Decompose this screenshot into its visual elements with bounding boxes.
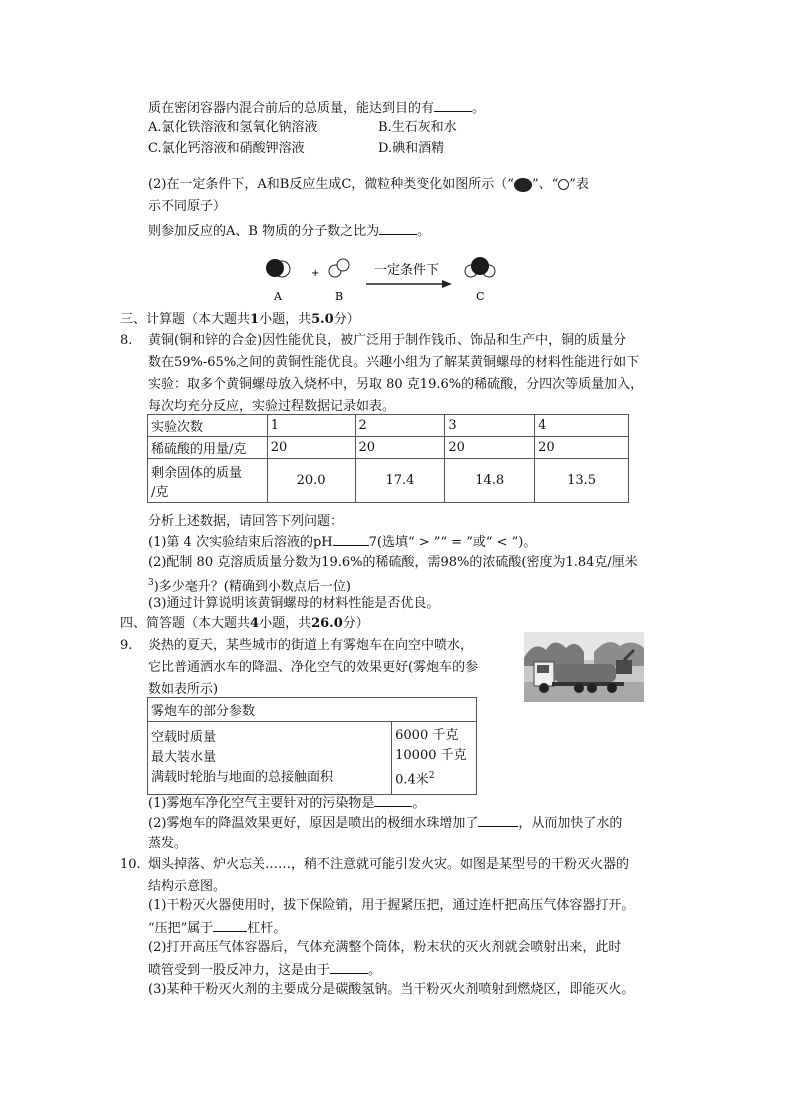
open-atom-icon xyxy=(558,179,569,190)
table-cell: 20.0 xyxy=(267,459,355,503)
table-cell: 20 xyxy=(535,437,629,459)
s3-heading-pre: 三、计算题（本大题共 xyxy=(120,312,251,327)
param-value xyxy=(395,766,473,790)
q10-part2-text-a: 喷管受到一股反冲力，这是由于 xyxy=(148,963,331,978)
q9-cooling-blank[interactable] xyxy=(478,812,518,827)
q8-number: 8. xyxy=(120,333,133,348)
q8-part2-sup: 3 xyxy=(148,578,154,588)
q10-number: 10. xyxy=(120,857,141,872)
q7-part2-line1 xyxy=(148,175,589,195)
section-3-heading xyxy=(120,310,360,330)
param-label: 满载时轮胎与地面的总接触面积 xyxy=(151,770,334,786)
q10-part2-text-b: 。 xyxy=(368,963,382,978)
table-cell: 20 xyxy=(267,437,355,459)
q8-part3: (3)通过计算说明该黄铜螺母的材料性能是否优良。 xyxy=(148,596,440,611)
table-row xyxy=(148,437,629,459)
q8-part2-line1 xyxy=(148,553,638,573)
q7-part2-text-c: ”表 xyxy=(569,177,589,192)
param-value: 6000 千克 xyxy=(395,728,459,743)
q7-ratio-blank[interactable] xyxy=(379,220,417,235)
q7-intro-text: 质在密闭容器内混合前后的总质量，能达到目的有 xyxy=(148,101,435,116)
table-cell: 20 xyxy=(445,437,535,459)
table-row xyxy=(148,722,477,795)
s3-heading-post: 分） xyxy=(333,312,360,327)
s3-heading-mid: 小题，共 xyxy=(259,312,312,327)
q10-line2: 结构示意图。 xyxy=(148,879,227,894)
q7-option-c: C.氯化钙溶液和硝酸钾溶液 xyxy=(148,141,305,156)
molecule-c xyxy=(465,257,495,277)
q10-lever-blank[interactable] xyxy=(213,917,247,932)
table-cell: 2 xyxy=(355,415,445,437)
param-label: 空载时质量 xyxy=(151,730,217,746)
q9-part1-end: 。 xyxy=(412,796,426,811)
s4-heading-mid: 小题，共 xyxy=(259,616,312,631)
q9-pollutant-blank[interactable] xyxy=(374,792,412,807)
q7-option-d: D.碘和酒精 xyxy=(378,141,445,156)
s4-heading-post: 分） xyxy=(342,616,369,631)
q10-part1-text-b: 杠杆。 xyxy=(247,921,287,936)
table-cell: 14.8 xyxy=(445,459,535,503)
table-cell: 20 xyxy=(355,437,445,459)
q9-part2-text-b: ，从而加快了水的 xyxy=(518,816,623,831)
table-cell xyxy=(148,459,268,503)
q10-line1: 烟头掉落、炉火忘关……，稍不注意就可能引发火灾。如图是某型号的干粉灭火器的 xyxy=(148,857,630,872)
condition-label: 一定条件下 xyxy=(374,263,440,278)
q7-intro-line xyxy=(148,97,485,119)
area-sup: 2 xyxy=(428,771,435,781)
table-cell: 实验次数 xyxy=(148,415,268,437)
q10-part3: (3)某种干粉灭火剂的主要成分是碳酸氢钠。当干粉灭火剂喷射到燃烧区，即能灭火。 xyxy=(148,982,635,997)
param-label: 最大装水量 xyxy=(151,750,217,766)
q8-part1-text-b: 7(选填“ > ”“ = ”或“ < ”)。 xyxy=(368,535,537,550)
row3-label-line2: /克 xyxy=(151,484,169,500)
q10-part2-line1: (2)打开高压气体容器后，气体充满整个筒体，粉末状的灭火剂就会喷射出来，此时 xyxy=(148,940,622,955)
q10-part1-text-a: “压把”属于 xyxy=(148,921,214,936)
q8-data-table xyxy=(147,414,629,503)
q9-number: 9. xyxy=(120,638,133,653)
s4-heading-pre: 四、简答题（本大题共 xyxy=(120,616,251,631)
plus-sign: + xyxy=(311,268,320,279)
q9-part2-text-a: (2)雾炮车的降温效果更好，原因是喷出的极细水珠增加了 xyxy=(148,816,479,831)
filled-atom-icon xyxy=(514,178,532,192)
q9-part1 xyxy=(148,792,425,814)
q8-line2: 数在59%-65%之间的黄铜性能优良。兴趣小组为了解某黄铜螺母的材料性能进行如下 xyxy=(148,355,640,370)
table-cell xyxy=(148,722,392,795)
table-cell: 13.5 xyxy=(535,459,629,503)
q10-recoil-blank[interactable] xyxy=(330,959,368,974)
q9-line2: 它比普通洒水车的降温、净化空气的效果更好(雾炮车的参 xyxy=(148,660,479,675)
table-cell: 1 xyxy=(267,415,355,437)
table-title-cell: 雾炮车的部分参数 xyxy=(148,698,477,722)
row3-label-line1: 剩余固体的质量 xyxy=(151,465,243,481)
q7-part2-line3-end: 。 xyxy=(417,224,431,239)
q9-part2 xyxy=(148,812,622,834)
fog-cannon-truck-image xyxy=(524,632,644,702)
table-row xyxy=(148,459,629,503)
molecule-b xyxy=(329,259,349,277)
q8-part2-line2-text: )多少毫升？(精确到小数点后一位) xyxy=(153,579,351,595)
table-cell xyxy=(392,722,477,795)
q8-ask: 分析上述数据，请回答下列问题： xyxy=(148,514,344,529)
q7-answer-blank[interactable] xyxy=(434,97,472,112)
q7-option-a: A.氯化铁溶液和氢氧化钠溶液 xyxy=(148,120,318,135)
q7-intro-end: 。 xyxy=(472,101,486,116)
q9-line3: 数如表所示) xyxy=(148,682,219,697)
q9-params-table xyxy=(147,697,477,795)
table-row xyxy=(148,698,477,722)
s3-heading-score: 5.0 xyxy=(311,312,334,327)
reaction-diagram xyxy=(262,252,512,304)
q7-part2-text-b: ”、“ xyxy=(531,177,559,192)
q8-part1 xyxy=(148,531,536,553)
q8-part2-text: (2)配制 80 克溶质质量分数为19.6%的稀硫酸，需98%的浓硫酸(密度为1.84克/厘米 xyxy=(148,555,638,570)
reaction-arrow-icon xyxy=(366,280,452,288)
q10-part1-line1: (1)干粉灭火器使用时，拔下保险销，用于握紧压把，通过连杆把高压气体容器打开。 xyxy=(148,898,635,913)
q9-line1: 炎热的夏天，某些城市的街道上有雾炮车在向空中喷水， xyxy=(148,638,474,653)
label-b: B xyxy=(335,290,344,303)
q10-part1-line2 xyxy=(148,917,286,939)
s3-heading-count: 1 xyxy=(250,312,260,327)
s4-heading-score: 26.0 xyxy=(311,616,343,631)
q9-part1-text: (1)雾炮车净化空气主要针对的污染物是 xyxy=(148,796,375,811)
q8-part1-text-a: (1)第 4 次实验结束后溶液的pH xyxy=(148,535,333,550)
area-value: 0.4米 xyxy=(395,772,429,788)
q7-part2-text-a: (2)在一定条件下，A和B反应生成C，微粒种类变化如图所示（“ xyxy=(148,177,514,192)
section-4-heading xyxy=(120,614,369,634)
table-cell: 稀硫酸的用量/克 xyxy=(148,437,268,459)
table-cell: 3 xyxy=(445,415,535,437)
table-cell: 17.4 xyxy=(355,459,445,503)
label-a: A xyxy=(274,290,282,303)
s4-heading-count: 4 xyxy=(250,616,260,631)
q10-part2-line2 xyxy=(148,959,381,981)
table-cell: 4 xyxy=(535,415,629,437)
q7-part2-line3-text: 则参加反应的A、B 物质的分子数之比为 xyxy=(148,224,380,239)
q7-part2-line2: 示不同原子） xyxy=(148,199,227,214)
q8-line3: 实验：取多个黄铜螺母放入烧杯中，另取 80 克19.6%的稀硫酸，分四次等质量加入， xyxy=(148,377,644,392)
table-row xyxy=(148,415,629,437)
q7-part2-line3 xyxy=(148,220,430,242)
q8-line1: 黄铜(铜和锌的合金)因性能优良，被广泛用于制作钱币、饰品和生产中，铜的质量分 xyxy=(148,333,627,348)
label-c: C xyxy=(476,290,485,303)
q9-part2-cont: 蒸发。 xyxy=(148,836,188,851)
q8-ph-blank[interactable] xyxy=(333,531,369,546)
param-value: 10000 千克 xyxy=(395,748,467,763)
q7-option-b: B.生石灰和水 xyxy=(378,120,457,135)
molecule-a xyxy=(266,259,290,277)
q8-line4: 每次均充分反应，实验过程数据记录如表。 xyxy=(148,399,396,414)
